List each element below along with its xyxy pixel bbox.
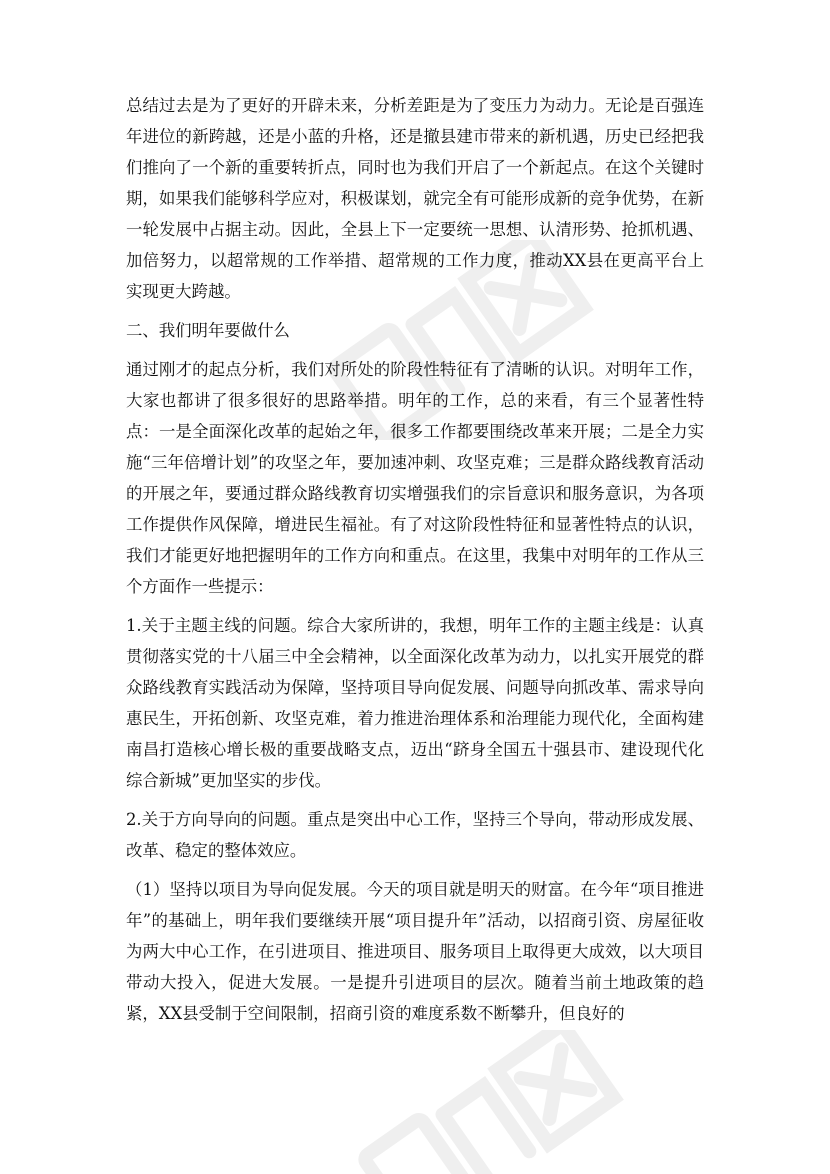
paragraph-project-guidance: （1）坚持以项目为导向促发展。今天的项目就是明天的财富。在今年“项目推进年”的基础上，明年我们要继续开展“项目提升年”活动，以招商引资、房屋征收为两大中心工作，在引进项目、推进项目、服务项目上取得更大成效，以大项目带动大投入，促进大发展。一是提升引进项目的层次。随着当前土地政策的趋紧，XX县受制于空间限制，招商引资的难度系数不断攀升，但良好的 bbox=[126, 880, 704, 1023]
watermark-logo-bottom bbox=[340, 1030, 640, 1174]
section-heading: 二、我们明年要做什么 bbox=[126, 321, 290, 340]
paragraph-direction: 2.关于方向导向的问题。重点是突出中心工作，坚持三个导向，带动形成发展、改革、稳定的整体效应。 bbox=[126, 810, 704, 860]
paragraph-analysis: 通过刚才的起点分析，我们对所处的阶段性特征有了清晰的认识。对明年工作，大家也都讲了很多很好的思路举措。明年的工作，总的来看，有三个显著性特点：一是全面深化改革的起始之年，很多工作都要围绕改革来开展；二是全力实施“三年倍增计划”的攻坚之年，要加速冲刺、攻坚克难；三是群众路线教育活动的开展之年，要通过群众路线教育切实增强我们的宗旨意识和服务意识，为各项工作提供作风保障，增进民生福祉。有了对这阶段性特征和显著性特点的认识，我们才能更好地把握明年的工作方向和重点。在这里，我集中对明年的工作从三个方面作一些提示： bbox=[126, 360, 704, 596]
paragraph-summary: 总结过去是为了更好的开辟未来，分析差距是为了变压力为动力。无论是百强连年进位的新跨越，还是小蓝的升格，还是撤县建市带来的新机遇，历史已经把我们推向了一个新的重要转折点，同时也为我们开启了一个新起点。在这个关键时期，如果我们能够科学应对，积极谋划，就完全有可能形成新的竞争优势，在新一轮发展中占据主动。因此，全县上下一定要统一思想、认清形势、抢抓机遇、加倍努力，以超常规的工作举措、超常规的工作力度，推动XX县在更高平台上实现更大跨越。 bbox=[126, 96, 704, 301]
document-body bbox=[126, 90, 704, 1037]
paragraph-main-theme: 1.关于主题主线的问题。综合大家所讲的，我想，明年工作的主题主线是：认真贯彻落实党的十八届三中全会精神，以全面深化改革为动力，以扎实开展党的群众路线教育实践活动为保障，坚持项目导向促发展、问题导向抓改革、需求导向惠民生，开拓创新、攻坚克难，着力推进治理体系和治理能力现代化，全面构建南昌打造核心增长极的重要战略支点，迈出“跻身全国五十强县市、建设现代化综合新城”更加坚实的步伐。 bbox=[126, 616, 704, 790]
